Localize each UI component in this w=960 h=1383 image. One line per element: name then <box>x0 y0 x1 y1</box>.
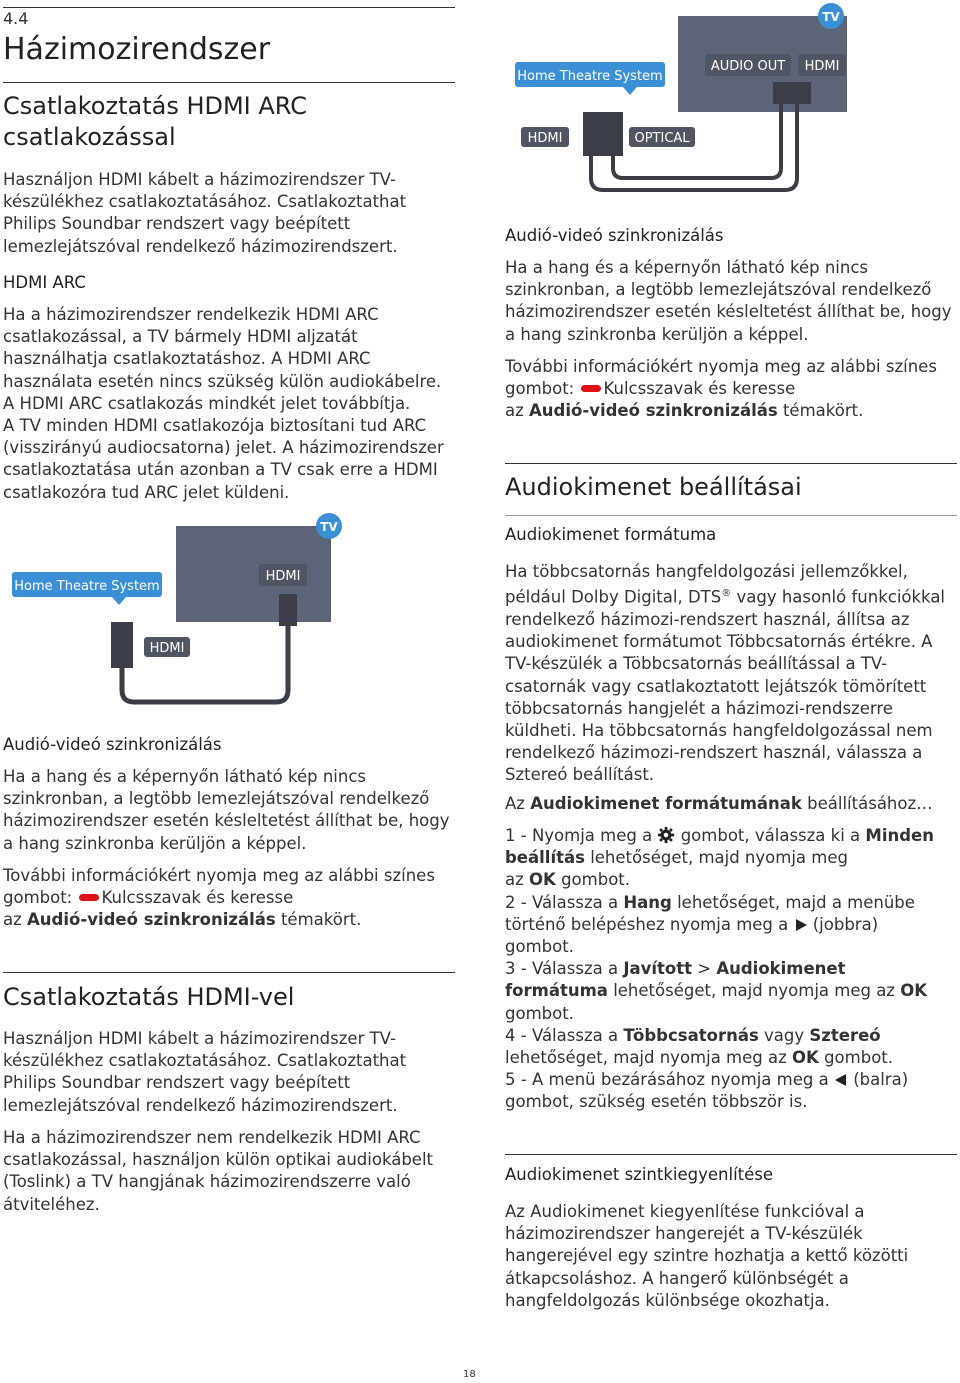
section-title-line: csatlakozással <box>3 123 176 151</box>
hdmi-arc-diagram <box>0 510 460 715</box>
sync-topic-link[interactable]: Audió-videó szinkronizálás <box>27 910 276 930</box>
hts-label: Home Theatre System <box>14 579 160 594</box>
steps-list: 1 - Nyomja meg a gombot, válassza ki a Minden beállítás lehetőséget, majd nyomja meg az OK gombot. 2 - Válassza a Hang lehetőséget, majd a menübe történő belépéshez nyomja meg a (jobbra) gombot. 3 - Válassza a Javított > Audiokimenet formátuma lehetőséget, majd nyomja meg az OK gombot. 4 - Válassza a Többcsatornás vagy Sztereó lehetőséget, majd nyomja meg az OK gombot. 5 - A menü bezárásához nyomja meg a (balra) gombot, szükség esetén többször is. <box>505 825 957 1114</box>
red-key-icon <box>79 894 99 901</box>
tv-hdmi-port-label: HDMI <box>265 569 301 584</box>
sync-more-right: További információkért nyomja meg az alábbi színes gombot: Kulcsszavak és keresse az Audió-videó szinkronizálás témakört. <box>505 357 937 421</box>
hts-label: Home Theatre System <box>517 69 663 84</box>
left-arrow-icon <box>834 1073 848 1087</box>
step-5: 5 - A menü bezárásához nyomja meg a (balra) <box>505 1070 909 1090</box>
step-4: 4 - Válassza a Többcsatornás vagy Sztereó <box>505 1025 881 1045</box>
tv-illustration <box>176 526 331 622</box>
step-2: 2 - Válassza a Hang lehetőséget, majd a menübe <box>505 892 915 912</box>
sync-heading-left: Audió-videó szinkronizálás <box>3 735 222 754</box>
tv-badge-label: TV <box>822 10 840 24</box>
audio-format-paragraph: Ha többcsatornás hangfeldolgozási jellemzőkkel, például Dolby Digital, DTS® vagy hasonló funkciókkal rendelkező házimozi-rendszert használ, állítsa az audiokimenet formátumot Többcsatornás értékre. A TV-készülék a Többcsatornás beállítással a TV- csatornák vagy csatlakoztatott lejátszók tömörített többcsatornás hangjelét a házimozi-rendszerre küldheti. Ha többcsatornás hangfeldolgozással nem rendelkező házimozi-rendszert használ, válassza a Sztereó beállítást. <box>505 562 946 785</box>
section-rule <box>3 82 455 83</box>
audio-out-title: Audiokimenet beállításai <box>505 473 802 501</box>
page-number: 18 <box>463 1369 476 1380</box>
hdmi-intro-paragraph: Használjon HDMI kábelt a házimozirendszer TV- készülékhez csatlakoztatásához. Csatlakoztathat Philips Soundbar rendszert vagy beépített lemezlejátszóval rendelkező házimozirendszert. <box>3 1029 407 1115</box>
section-rule <box>3 972 455 973</box>
chapter-number: 4.4 <box>3 9 29 28</box>
right-arrow-icon <box>794 918 808 932</box>
keywords-link[interactable]: Kulcsszavak <box>101 888 201 908</box>
hts-hdmi-port-label: HDMI <box>527 131 563 146</box>
audio-out-port-label: AUDIO OUT <box>710 59 786 74</box>
section-title-line: Csatlakoztatás HDMI ARC <box>3 92 308 120</box>
hdmi-arc-paragraph: Ha a házimozirendszer rendelkezik HDMI ARC csatlakozással, a TV bármely HDMI aljzatát használhatja csatlakoztatáshoz. A HDMI ARC használata esetén nincs szükség külön audiokábelre. A HDMI ARC csatlakozás mindkét jelet továbbítja. A TV minden HDMI csatlakozója biztosítani tud ARC (visszirányú audiocsatorna) jelet. A házimozirendszer csatlakoztatása után azonban a TV csak erre a HDMI csatlakozóra tud ARC jelet küldeni. <box>3 305 444 502</box>
section-rule <box>505 1154 957 1155</box>
hdmi-arc-heading: HDMI ARC <box>3 273 86 292</box>
gear-icon <box>657 826 675 844</box>
section-title-hdmi: Csatlakoztatás HDMI-vel <box>3 983 295 1011</box>
sync-more-left: További információkért nyomja meg az alábbi színes gombot: Kulcsszavak és keresse az Audió-videó szinkronizálás témakört. <box>3 866 435 930</box>
chapter-title: Házimozirendszer <box>3 32 271 67</box>
audio-format-setting-intro: Az Audiokimenet formátumának beállításához… <box>505 794 933 813</box>
sync-paragraph-right: Ha a hang és a képernyőn látható kép nincs szinkronban, a legtöbb lemezlejátszóval rendelkező házimozirendszer esetén késleltetést állíthat be, hogy a hang szinkronba kerüljön a képpel. <box>505 258 952 344</box>
level-paragraph: Az Audiokimenet kiegyenlítése funkcióval a házimozirendszer hangerejét a TV-készülék hangerejével egy szintre hozhatja a kettő közötti átkapcsoláshoz. A hangerő különbségét a hangfeldolgozás különbsége okozhatja. <box>505 1202 909 1310</box>
keywords-link[interactable]: Kulcsszavak <box>603 379 703 399</box>
tv-hdmi-port-label: HDMI <box>804 59 840 74</box>
sync-paragraph-left: Ha a hang és a képernyőn látható kép nincs szinkronban, a legtöbb lemezlejátszóval rendelkező házimozirendszer esetén késleltetést állíthat be, hogy a hang szinkronba kerüljön a képpel. <box>3 767 450 853</box>
step-3: 3 - Válassza a Javított > Audiokimenet <box>505 959 846 979</box>
red-key-icon <box>581 385 601 392</box>
sync-topic-link[interactable]: Audió-videó szinkronizálás <box>529 401 778 421</box>
level-heading: Audiokimenet szintkiegyenlítése <box>505 1165 774 1184</box>
optical-paragraph: Ha a házimozirendszer nem rendelkezik HDMI ARC csatlakozással, használjon külön optikai audiokábelt (Toslink) a TV hangjának házimozirendszerre való átviteléhez. <box>3 1128 434 1214</box>
sync-heading-right: Audió-videó szinkronizálás <box>505 226 724 245</box>
section-rule <box>505 463 957 464</box>
arc-intro-paragraph: Használjon HDMI kábelt a házimozirendszer TV- készülékhez csatlakoztatásához. Csatlakoztathat Philips Soundbar rendszert vagy beépített lemezlejátszóval rendelkező házimozirendszert. <box>3 170 407 256</box>
step-1: 1 - Nyomja meg a gombot, válassza ki a Minden <box>505 826 934 845</box>
section-title-arc <box>3 91 307 153</box>
top-rule <box>3 7 455 8</box>
subsection-rule <box>505 515 957 516</box>
hts-hdmi-port-label: HDMI <box>149 641 185 656</box>
audio-format-heading: Audiokimenet formátuma <box>505 525 717 544</box>
hdmi-optical-diagram <box>505 0 960 205</box>
optical-port-label: OPTICAL <box>634 131 690 146</box>
tv-badge-label: TV <box>320 520 338 534</box>
